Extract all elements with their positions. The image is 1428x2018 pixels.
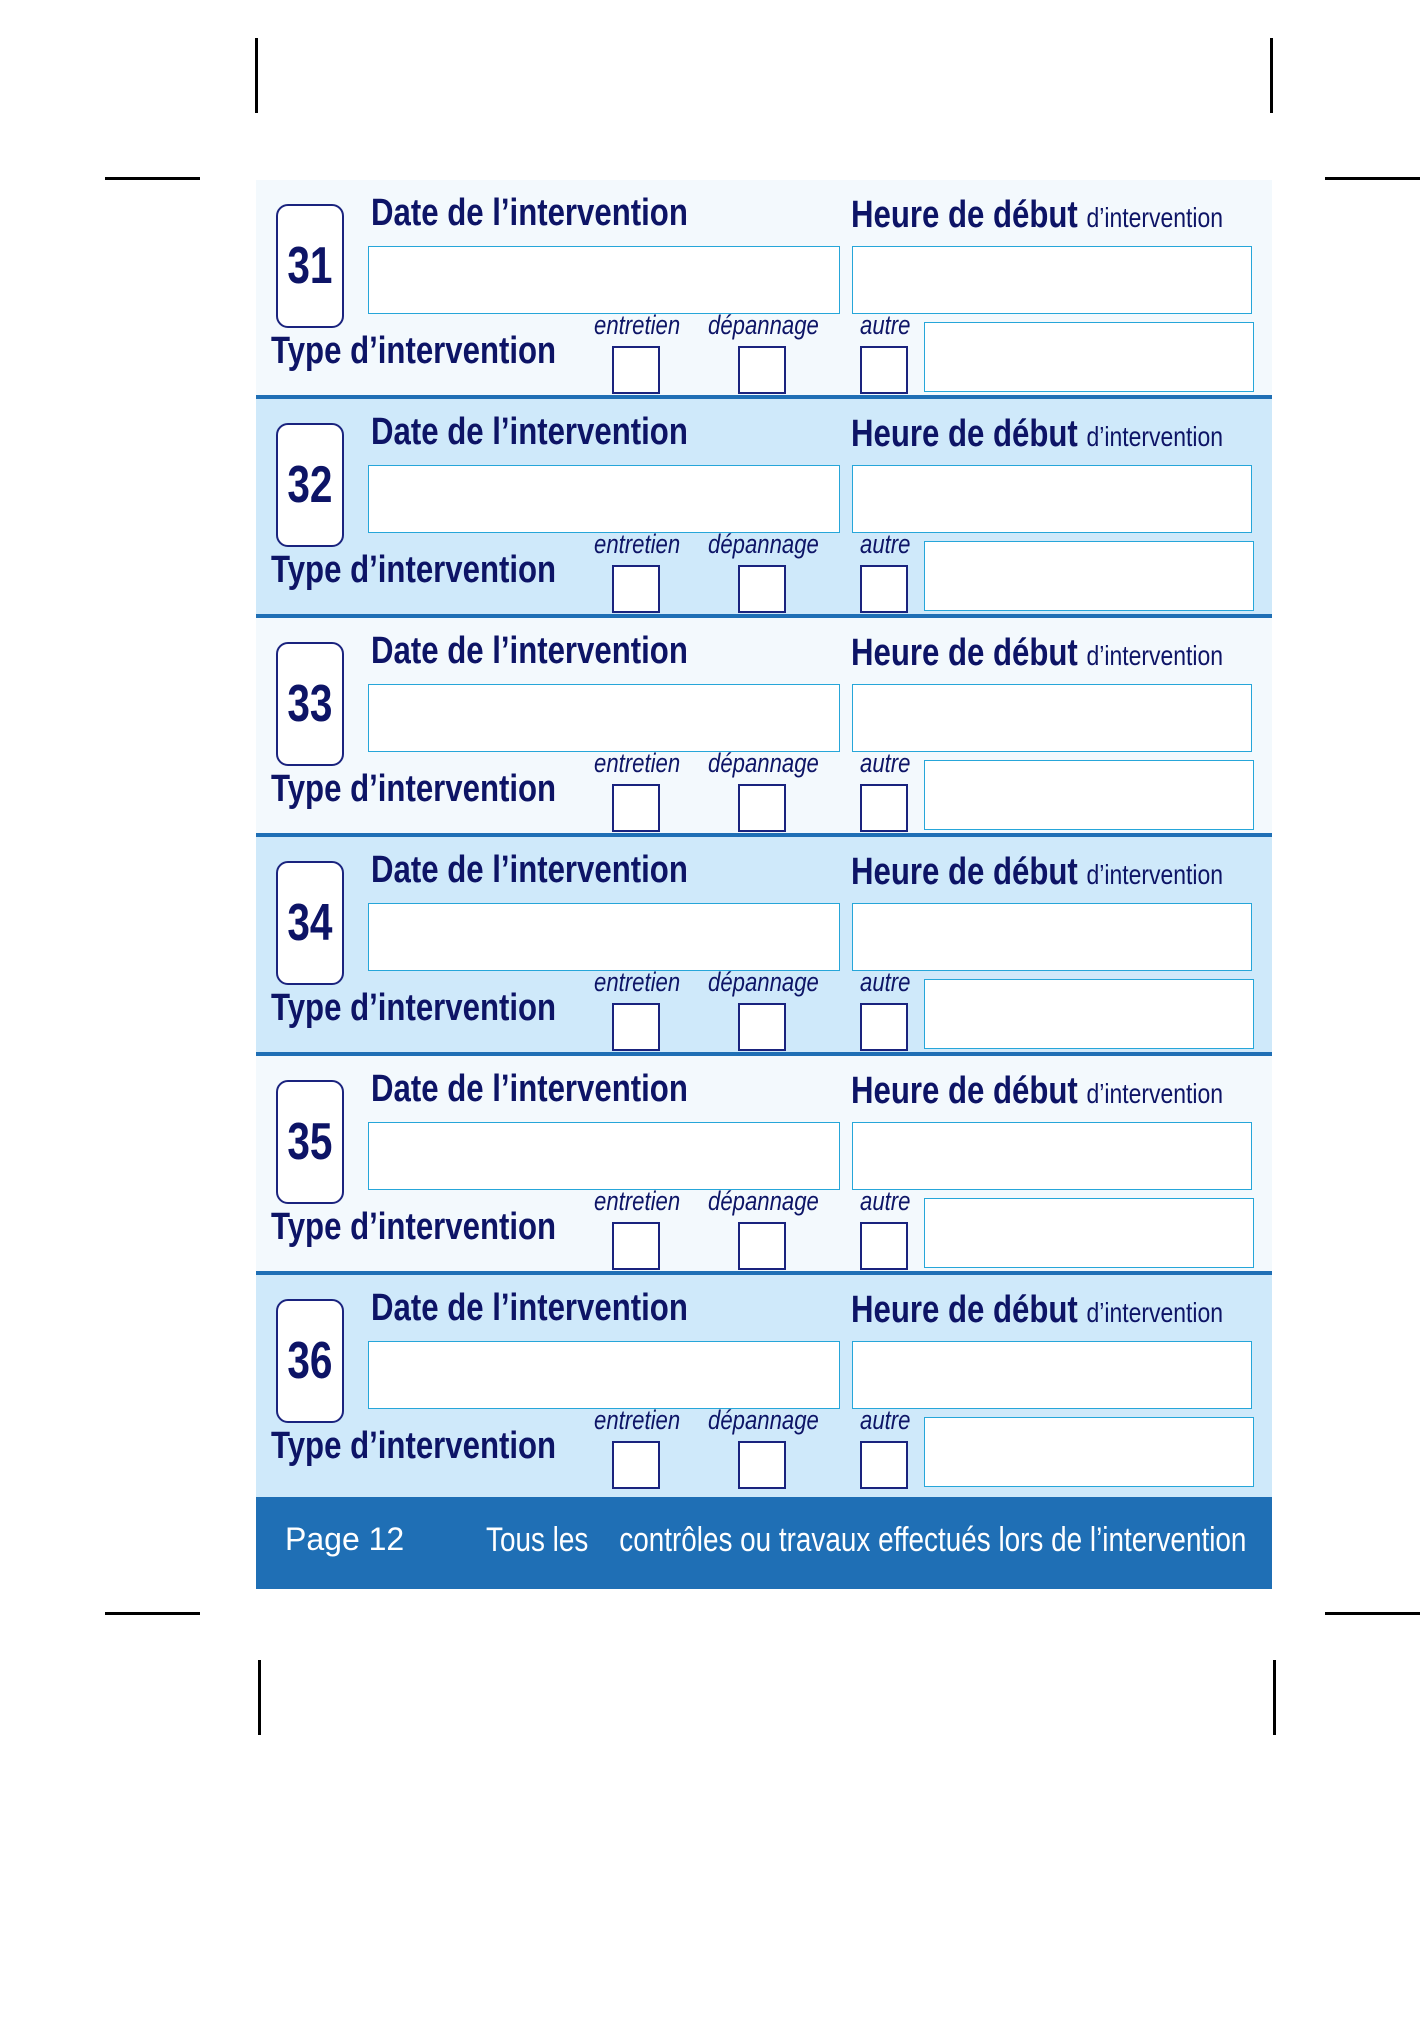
record-number: 31 (276, 204, 344, 328)
intervention-record (256, 618, 1272, 837)
start-time-label: Heure de début d’intervention (851, 413, 1224, 455)
option-entretien-label: entretien (594, 748, 681, 778)
start-time-field[interactable] (852, 246, 1252, 314)
crop-mark (1325, 1612, 1420, 1615)
entretien-checkbox[interactable] (612, 1003, 660, 1051)
option-depannage-label: dépannage (708, 1405, 819, 1435)
record-number: 34 (276, 861, 344, 985)
type-label: Type d’intervention (271, 1425, 557, 1467)
option-depannage-label: dépannage (708, 748, 819, 778)
option-entretien-label: entretien (594, 1186, 681, 1216)
option-autre-label: autre (860, 748, 911, 778)
footer-caption: Tous les contrôles ou travaux effectués lors de l’intervention (486, 1521, 1247, 1559)
option-depannage-label: dépannage (708, 1186, 819, 1216)
intervention-record (256, 180, 1272, 399)
option-autre-label: autre (860, 967, 911, 997)
entretien-checkbox[interactable] (612, 565, 660, 613)
date-label: Date de l’intervention (371, 1287, 688, 1329)
crop-mark (255, 38, 258, 113)
start-time-label: Heure de début d’intervention (851, 1070, 1224, 1112)
crop-mark (1270, 38, 1273, 113)
page-footer (256, 1497, 1272, 1589)
start-time-label: Heure de début d’intervention (851, 194, 1224, 236)
date-label: Date de l’intervention (371, 411, 688, 453)
date-label: Date de l’intervention (371, 630, 688, 672)
option-entretien-label: entretien (594, 529, 681, 559)
intervention-form (256, 180, 1272, 1589)
autre-checkbox[interactable] (860, 346, 908, 394)
autre-checkbox[interactable] (860, 784, 908, 832)
depannage-checkbox[interactable] (738, 565, 786, 613)
start-time-field[interactable] (852, 1122, 1252, 1190)
intervention-record (256, 1275, 1272, 1497)
option-depannage-label: dépannage (708, 967, 819, 997)
date-label: Date de l’intervention (371, 1068, 688, 1110)
type-label: Type d’intervention (271, 987, 557, 1029)
option-entretien-label: entretien (594, 1405, 681, 1435)
start-time-field[interactable] (852, 684, 1252, 752)
option-autre-label: autre (860, 310, 911, 340)
autre-checkbox[interactable] (860, 1003, 908, 1051)
entretien-checkbox[interactable] (612, 784, 660, 832)
start-time-field[interactable] (852, 1341, 1252, 1409)
date-field[interactable] (368, 465, 840, 533)
type-label: Type d’intervention (271, 1206, 557, 1248)
depannage-checkbox[interactable] (738, 784, 786, 832)
autre-field[interactable] (924, 1417, 1254, 1487)
type-label: Type d’intervention (271, 330, 557, 372)
crop-mark (258, 1660, 261, 1735)
crop-mark (105, 1612, 200, 1615)
option-autre-label: autre (860, 1405, 911, 1435)
date-field[interactable] (368, 903, 840, 971)
record-number: 35 (276, 1080, 344, 1204)
crop-mark (105, 177, 200, 180)
depannage-checkbox[interactable] (738, 1222, 786, 1270)
depannage-checkbox[interactable] (738, 346, 786, 394)
entretien-checkbox[interactable] (612, 1222, 660, 1270)
start-time-label: Heure de début d’intervention (851, 851, 1224, 893)
start-time-label: Heure de début d’intervention (851, 1289, 1224, 1331)
record-number: 33 (276, 642, 344, 766)
depannage-checkbox[interactable] (738, 1441, 786, 1489)
option-depannage-label: dépannage (708, 529, 819, 559)
date-label: Date de l’intervention (371, 192, 688, 234)
type-label: Type d’intervention (271, 768, 557, 810)
autre-field[interactable] (924, 979, 1254, 1049)
crop-mark (1273, 1660, 1276, 1735)
record-number: 36 (276, 1299, 344, 1423)
autre-checkbox[interactable] (860, 1441, 908, 1489)
option-autre-label: autre (860, 1186, 911, 1216)
option-autre-label: autre (860, 529, 911, 559)
start-time-label: Heure de début d’intervention (851, 632, 1224, 674)
autre-checkbox[interactable] (860, 565, 908, 613)
date-field[interactable] (368, 246, 840, 314)
autre-checkbox[interactable] (860, 1222, 908, 1270)
option-entretien-label: entretien (594, 310, 681, 340)
autre-field[interactable] (924, 541, 1254, 611)
intervention-record (256, 837, 1272, 1056)
start-time-field[interactable] (852, 903, 1252, 971)
depannage-checkbox[interactable] (738, 1003, 786, 1051)
start-time-field[interactable] (852, 465, 1252, 533)
date-field[interactable] (368, 684, 840, 752)
date-label: Date de l’intervention (371, 849, 688, 891)
date-field[interactable] (368, 1122, 840, 1190)
entretien-checkbox[interactable] (612, 1441, 660, 1489)
crop-mark (1325, 177, 1420, 180)
page-number: Page 12 (285, 1521, 405, 1557)
record-number: 32 (276, 423, 344, 547)
entretien-checkbox[interactable] (612, 346, 660, 394)
intervention-record (256, 1056, 1272, 1275)
autre-field[interactable] (924, 322, 1254, 392)
option-entretien-label: entretien (594, 967, 681, 997)
option-depannage-label: dépannage (708, 310, 819, 340)
type-label: Type d’intervention (271, 549, 557, 591)
intervention-record (256, 399, 1272, 618)
autre-field[interactable] (924, 760, 1254, 830)
autre-field[interactable] (924, 1198, 1254, 1268)
date-field[interactable] (368, 1341, 840, 1409)
